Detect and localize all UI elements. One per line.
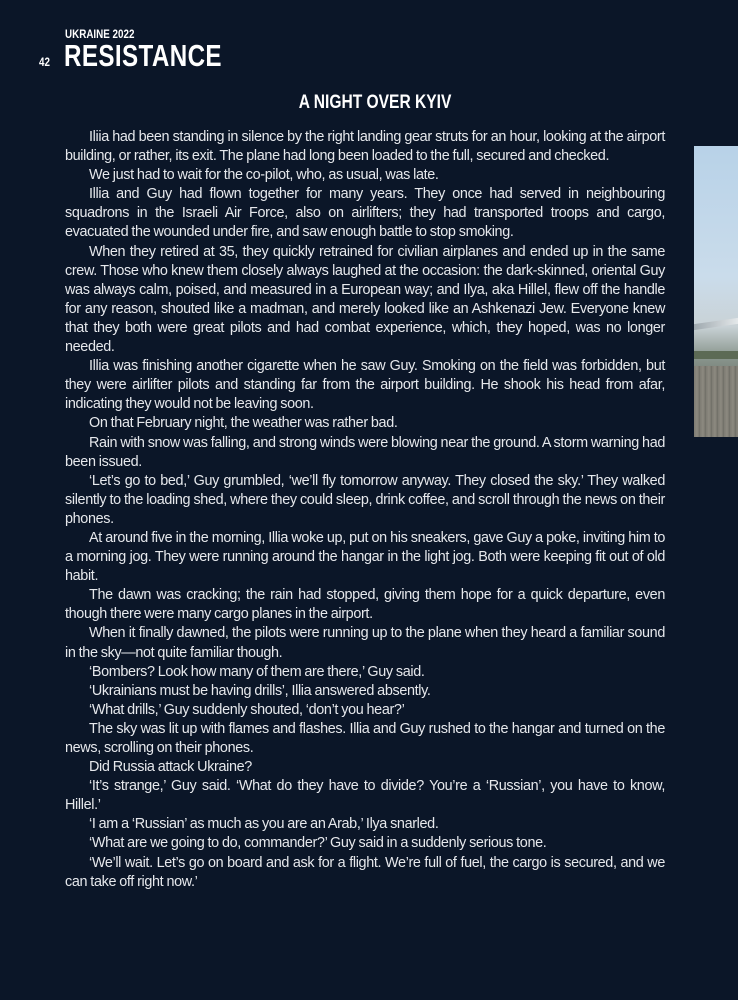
- paragraph: Did Russia attack Ukraine?: [89, 759, 252, 776]
- treeline-shape: [694, 351, 738, 359]
- page-number: 42: [39, 55, 50, 69]
- paragraph: Illia was finishing another cigarette when he saw Guy. Smoking on the field was forbidden, but they were airlifter pilots and standing far from the airport building. He shook his head from afar, indicating they would not be leaving soon.: [65, 358, 665, 413]
- paragraph: Rain with snow was falling, and strong winds were blowing near the ground. A storm warning had been issued.: [65, 434, 665, 470]
- paragraph: When it finally dawned, the pilots were running up to the plane when they heard a familiar sound in the sky—not quite familiar though.: [65, 625, 665, 661]
- tarmac-shape: [694, 366, 738, 437]
- paragraph: The sky was lit up with flames and flashes. Illia and Guy rushed to the hangar and turned on the news, scrolling on their phones.: [65, 720, 665, 756]
- article-title: A NIGHT OVER KYIV: [298, 92, 452, 113]
- paragraph: Illia and Guy had flown together for many years. They once had served in neighbouring squadrons in the Israeli Air Force, also on airlifters; they had transported troops and cargo, evacuated the wounded under fire, and saw enough battle to stop smoking.: [65, 186, 665, 241]
- paragraph: ‘Let’s go to bed,’ Guy grumbled, ‘we’ll fly tomorrow anyway. They closed the sky.’ They walked silently to the loading shed, where they could sleep, drink coffee, and scroll through the news on their phones.: [65, 472, 665, 527]
- paragraph: At around five in the morning, Illia woke up, put on his sneakers, gave Guy a poke, inviting him to a morning jog. They were running around the hangar in the light jog. Both were keeping fit out of old habit.: [65, 529, 665, 585]
- cropped-airfield-photo: [694, 146, 738, 437]
- paragraph: ‘What are we going to do, commander?’ Guy said in a suddenly serious tone.: [89, 835, 547, 852]
- aircraft-wing-shape: [694, 318, 738, 330]
- section-title: RESISTANCE: [64, 38, 222, 73]
- paragraph: The dawn was cracking; the rain had stopped, giving them hope for a quick departure, even though there were many cargo planes in the airport.: [65, 587, 665, 623]
- paragraph: ‘Ukrainians must be having drills’, Illia answered absently.: [89, 682, 431, 699]
- article-body: [65, 128, 665, 892]
- paragraph: When they retired at 35, they quickly retrained for civilian airplanes and ended up in the same crew. Those who knew them closely always laughed at the occasion: the dark-skinned, oriental Guy was always calm, poised, and measured in a European way; and Ilya, aka Hillel, flew off the handle for any reason, shouted like a madman, and merely looked like an Ashkenazi Jew. Everyone knew that they both were great pilots and had combat experience, which, they hoped, was no longer needed.: [65, 243, 665, 356]
- paragraph: ‘I am a ‘Russian’ as much as you are an Arab,’ Ilya snarled.: [89, 816, 439, 833]
- kicker-label: UKRAINE 2022: [65, 27, 135, 41]
- paragraph: Iliia had been standing in silence by the right landing gear struts for an hour, looking at the airport building, or rather, its exit. The plane had long been loaded to the full, secured and checked.: [65, 129, 665, 165]
- article-title-wrapper: [0, 92, 738, 114]
- paragraph: ‘It’s strange,’ Guy said. ‘What do they have to divide? You’re a ‘Russian’, you have to know, Hillel.’: [65, 778, 665, 814]
- paragraph: On that February night, the weather was rather bad.: [89, 415, 398, 432]
- paragraph: ‘Bombers? Look how many of them are there,’ Guy said.: [89, 663, 425, 680]
- paragraph: ‘We’ll wait. Let’s go on board and ask for a flight. We’re full of fuel, the cargo is secured, and we can take off right now.’: [65, 854, 665, 890]
- paragraph: ‘What drills,’ Guy suddenly shouted, ‘don’t you hear?’: [89, 701, 405, 718]
- paragraph: We just had to wait for the co-pilot, who, as usual, was late.: [89, 167, 439, 184]
